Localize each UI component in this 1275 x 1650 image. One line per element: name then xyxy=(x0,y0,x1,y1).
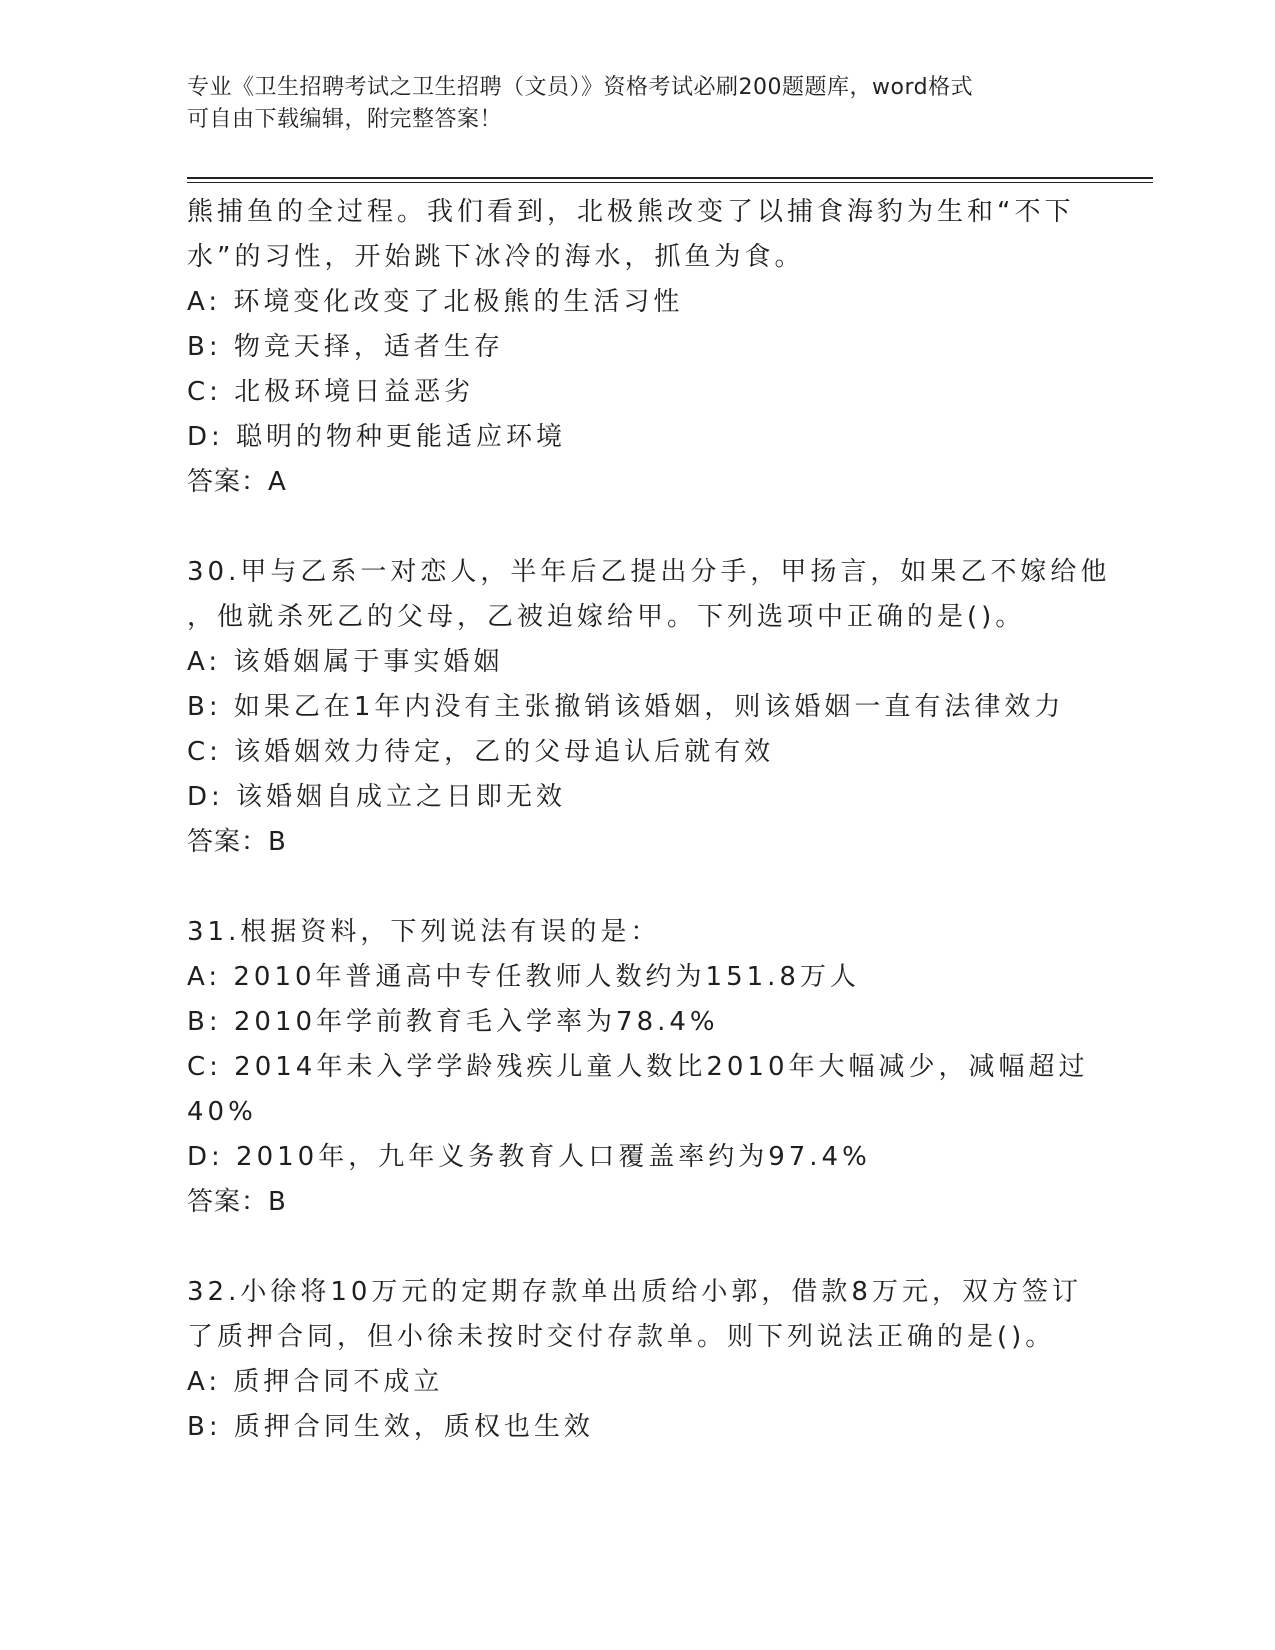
question-29 xyxy=(187,190,1075,505)
question-stem-line: 31.根据资料，下列说法有误的是： xyxy=(187,917,661,947)
question-stem-line: 32.小徐将10万元的定期存款单出质给小郭，借款8万元，双方签订 xyxy=(187,1277,1082,1307)
option-c: C: 2014年未入学学龄残疾儿童人数比2010年大幅减少，减幅超过 xyxy=(187,1052,1089,1082)
question-31 xyxy=(187,910,1089,1225)
answer-line: 答案：A xyxy=(187,467,287,497)
header-line-1: 专业《卫生招聘考试之卫生招聘（文员）》资格考试必刷200题题库，word格式 xyxy=(187,75,974,100)
option-d: D: 该婚姻自成立之日即无效 xyxy=(187,782,567,812)
option-c: C: 北极环境日益恶劣 xyxy=(187,377,475,407)
option-a: A: 环境变化改变了北极熊的生活习性 xyxy=(187,287,684,317)
option-b: B: 如果乙在1年内没有主张撤销该婚姻，则该婚姻一直有法律效力 xyxy=(187,692,1065,722)
page-header xyxy=(187,72,1067,136)
question-stem-line: 水”的习性，开始跳下冰冷的海水，抓鱼为食。 xyxy=(187,242,805,272)
option-b: B: 质押合同生效，质权也生效 xyxy=(187,1412,594,1442)
header-divider-thin xyxy=(187,182,1153,183)
spacer xyxy=(187,865,1067,910)
option-c-continued: 40% xyxy=(187,1097,257,1127)
option-b: B: 物竞天择，适者生存 xyxy=(187,332,504,362)
option-d: D: 2010年，九年义务教育人口覆盖率约为97.4% xyxy=(187,1142,871,1172)
spacer xyxy=(187,1225,1067,1270)
option-c: C: 该婚姻效力待定，乙的父母追认后就有效 xyxy=(187,737,775,767)
option-d: D: 聪明的物种更能适应环境 xyxy=(187,422,567,452)
question-30 xyxy=(187,550,1111,865)
spacer xyxy=(187,505,1067,550)
document-body xyxy=(187,190,1111,1450)
question-stem-line: 熊捕鱼的全过程。我们看到，北极熊改变了以捕食海豹为生和“不下 xyxy=(187,197,1075,227)
answer-line: 答案：B xyxy=(187,827,287,857)
question-32 xyxy=(187,1270,1082,1450)
question-stem-line: ，他就杀死乙的父母，乙被迫嫁给甲。下列选项中正确的是()。 xyxy=(187,602,1026,632)
option-b: B: 2010年学前教育毛入学率为78.4% xyxy=(187,1007,719,1037)
question-stem-line: 了质押合同，但小徐未按时交付存款单。则下列说法正确的是()。 xyxy=(187,1322,1056,1352)
answer-line: 答案：B xyxy=(187,1187,287,1217)
header-line-2: 可自由下载编辑，附完整答案！ xyxy=(187,107,503,132)
option-a: A: 质押合同不成立 xyxy=(187,1367,444,1397)
question-stem-line: 30.甲与乙系一对恋人，半年后乙提出分手，甲扬言，如果乙不嫁给他 xyxy=(187,557,1111,587)
option-a: A: 2010年普通高中专任教师人数约为151.8万人 xyxy=(187,962,860,992)
option-a: A: 该婚姻属于事实婚姻 xyxy=(187,647,504,677)
header-divider-thick xyxy=(187,177,1153,179)
